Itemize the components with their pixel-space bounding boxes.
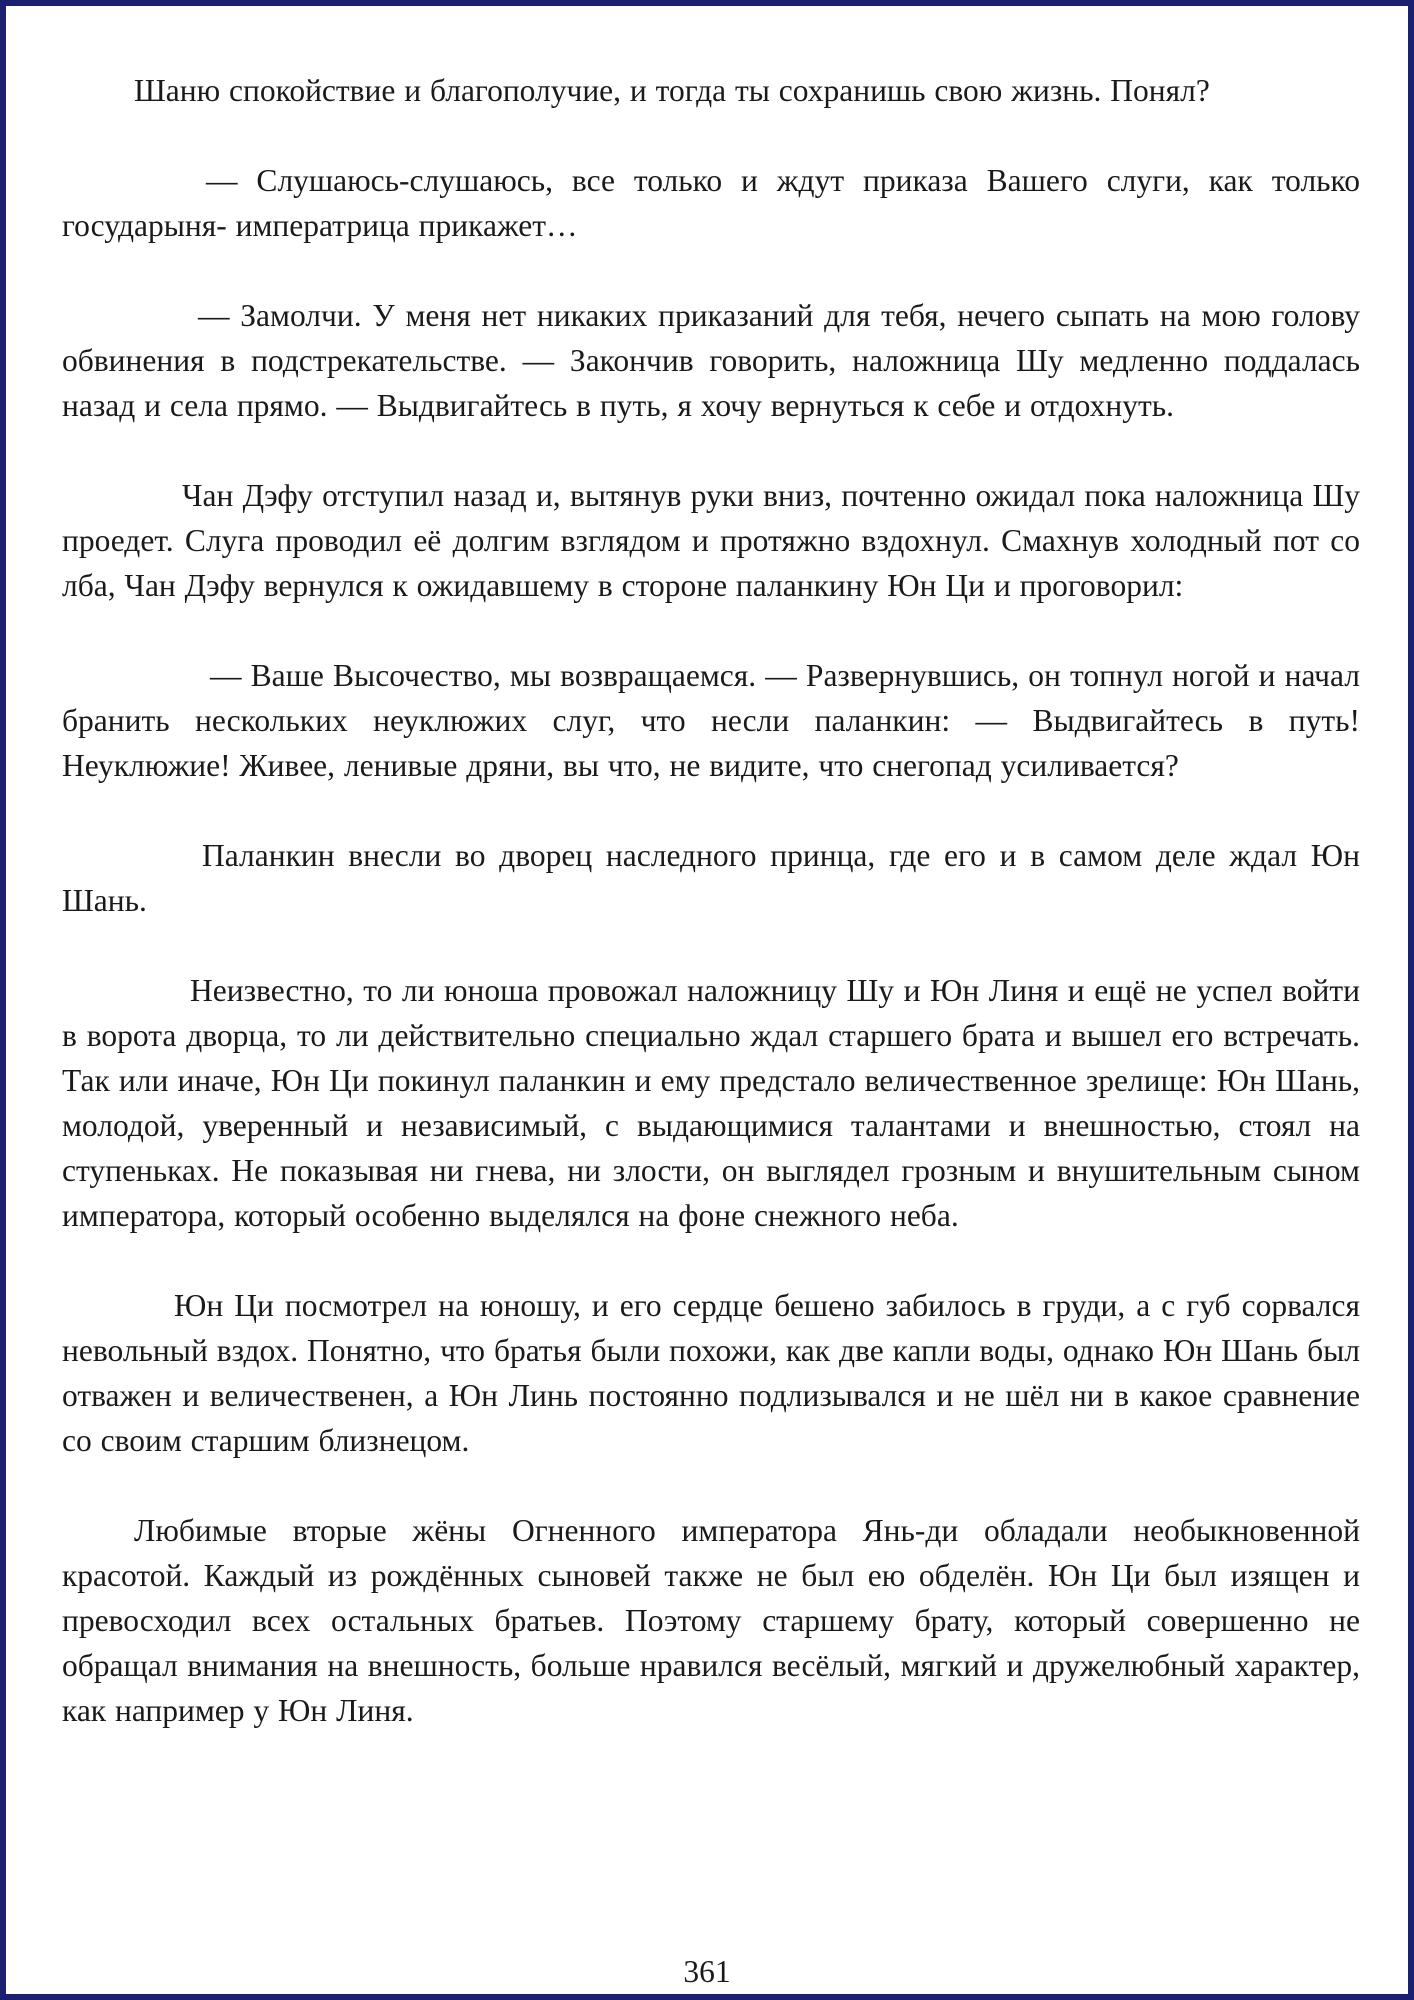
paragraph-4: Чан Дэфу отступил назад и, вытянув руки вниз, почтенно ожидал пока наложница Шу проедет. Слуга проводил её долгим взглядом и протяжно вздохнул. Смахнув холодный пот со лба, Чан Дэфу вернулся к ожидавшему в стороне паланкину Юн Ци и проговорил:: [62, 478, 1360, 603]
page-text: [62, 68, 1360, 1733]
paragraph-7: Неизвестно, то ли юноша провожал наложницу Шу и Юн Линя и ещё не успел войти в ворота дворца, то ли действительно специально ждал старшего брата и вышел его встречать. Так или иначе, Юн Ци покинул паланкин и ему предстало величественное зрелище: Юн Шань, молодой, уверенный и независимый, с выдающимися талантами и внешностью, стоял на ступеньках. Не показывая ни гнева, ни злости, он выглядел грозным и внушительным сыном императора, который особенно выделялся на фоне снежного неба.: [62, 973, 1360, 1233]
paragraph-1: Шаню спокойствие и благополучие, и тогда ты сохранишь свою жизнь. Понял?: [134, 73, 1210, 108]
paragraph-8: Юн Ци посмотрел на юношу, и его сердце бешено забилось в груди, а с губ сорвался невольный вздох. Понятно, что братья были похожи, как две капли воды, однако Юн Шань был отважен и величественен, а Юн Линь постоянно подлизывался и не шёл ни в какое сравнение со своим старшим близнецом.: [62, 1288, 1360, 1458]
paragraph-5: — Ваше Высочество, мы возвращаемся. — Развернувшись, он топнул ногой и начал бранить нескольких неуклюжих слуг, что несли паланкин: — Выдвигайтесь в путь! Неуклюжие! Живее, ленивые дряни, вы что, не видите, что снегопад усиливается?: [62, 658, 1360, 783]
paragraph-6: Паланкин внесли во дворец наследного принца, где его и в самом деле ждал Юн Шань.: [62, 838, 1360, 918]
paragraph-9: Любимые вторые жёны Огненного императора Янь-ди обладали необыкновенной красотой. Каждый из рождённых сыновей также не был ею обделён. Юн Ци был изящен и превосходил всех остальных братьев. Поэтому старшему брату, который совершенно не обращал внимания на внешность, больше нравился весёлый, мягкий и дружелюбный характер, как например у Юн Линя.: [62, 1513, 1360, 1728]
paragraph-2: — Слушаюсь-слушаюсь, все только и ждут приказа Вашего слуги, как только государыня- императрица прикажет…: [62, 163, 1360, 243]
page-number: 361: [683, 1954, 731, 1989]
paragraph-3: — Замолчи. У меня нет никаких приказаний для тебя, нечего сыпать на мою голову обвинения в подстрекательстве. — Закончив говорить, наложница Шу медленно поддалась назад и села прямо. — Выдвигайтесь в путь, я хочу вернуться к себе и отдохнуть.: [62, 298, 1360, 423]
